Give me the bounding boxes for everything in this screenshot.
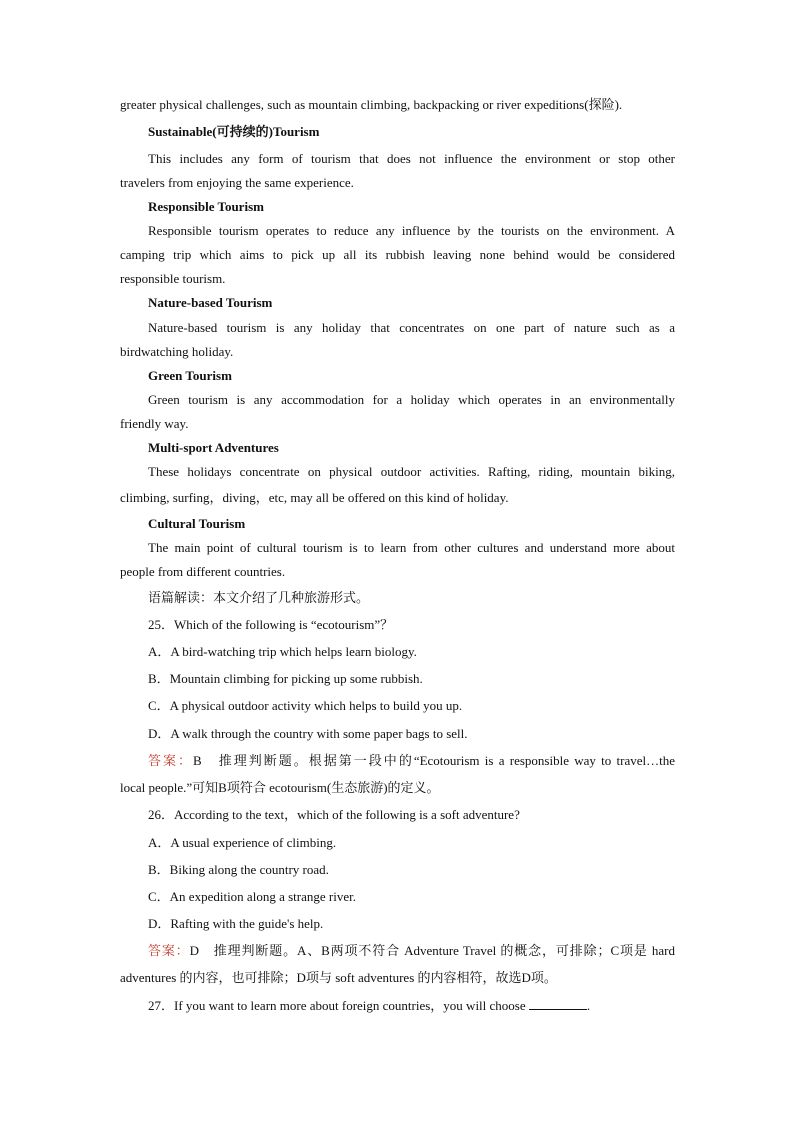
section-text: The main point of cultural tourism is to learn from other cultures and understand more about <box>148 540 675 555</box>
question-27-text: 27．If you want to learn more about foreign countries，you will choose <box>148 998 526 1013</box>
section-text: Responsible tourism operates to reduce any influence by the tourists on the environment. A <box>148 223 675 238</box>
question-25-answer-cont: local people.”可知B项符合 ecotourism(生态旅游)的定义。 <box>120 780 440 795</box>
section-text: people from different countries. <box>120 564 286 579</box>
answer-explanation: B 推理判断题。根据第一段中的“Ecotourism is a responsible way to travel…the <box>193 753 675 768</box>
section-text: Nature-based tourism is any holiday that concentrates on one part of nature such as a <box>148 320 675 335</box>
question-25-answer <box>148 752 675 770</box>
section-text: birdwatching holiday. <box>120 344 234 359</box>
section-text: These holidays concentrate on physical outdoor activities. Rafting, riding, mountain biking, <box>148 464 675 479</box>
question-25-option-c: C．A physical outdoor activity which helps to build you up. <box>148 698 463 713</box>
question-25-option-b: B．Mountain climbing for picking up some rubbish. <box>148 671 423 686</box>
passage-note: 语篇解读：本文介绍了几种旅游形式。 <box>148 590 370 605</box>
section-heading-sustainable: Sustainable(可持续的)Tourism <box>148 124 320 139</box>
question-27-stem <box>148 997 675 1015</box>
section-heading-responsible: Responsible Tourism <box>148 199 264 214</box>
section-heading-cultural: Cultural Tourism <box>148 516 246 531</box>
section-text: responsible tourism. <box>120 271 226 286</box>
section-heading-multi-sport: Multi-sport Adventures <box>148 440 279 455</box>
question-26-answer-cont: adventures 的内容，也可排除；D项与 soft adventures 的内容相符，故选D项。 <box>120 970 557 985</box>
question-25-stem: 25．Which of the following is “ecotourism”？ <box>148 617 394 632</box>
question-25-option-d: D．A walk through the country with some paper bags to sell. <box>148 726 468 741</box>
intro-tail: greater physical challenges, such as mountain climbing, backpacking or river expeditions(探险). <box>120 97 623 112</box>
section-text: climbing, surfing，diving，etc, may all be offered on this kind of holiday. <box>120 490 509 505</box>
section-text: Green tourism is any accommodation for a holiday which operates in an environmentally <box>148 392 675 407</box>
question-27-end: . <box>586 998 591 1013</box>
answer-label: 答案： <box>148 753 194 768</box>
section-text: travelers from enjoying the same experience. <box>120 175 354 190</box>
answer-label: 答案： <box>148 943 190 958</box>
question-26-option-c: C．An expedition along a strange river. <box>148 889 356 904</box>
section-text: friendly way. <box>120 416 189 431</box>
section-heading-nature-based: Nature-based Tourism <box>148 295 273 310</box>
question-26-option-d: D．Rafting with the guide's help. <box>148 916 324 931</box>
answer-explanation: D 推理判断题。A、B两项不符合 Adventure Travel 的概念，可排除；C项是 hard <box>189 943 675 958</box>
question-26-option-a: A．A usual experience of climbing. <box>148 835 337 850</box>
question-26-answer <box>148 942 675 960</box>
section-text: This includes any form of tourism that does not influence the environment or stop other <box>148 151 675 166</box>
question-26-option-b: B．Biking along the country road. <box>148 862 329 877</box>
question-26-stem: 26．According to the text，which of the following is a soft adventure? <box>148 807 520 822</box>
answer-blank[interactable] <box>529 997 587 1010</box>
section-text: camping trip which aims to pick up all its rubbish leaving none behind would be considered <box>120 247 675 262</box>
question-25-option-a: A．A bird-watching trip which helps learn biology. <box>148 644 417 659</box>
section-heading-green: Green Tourism <box>148 368 232 383</box>
